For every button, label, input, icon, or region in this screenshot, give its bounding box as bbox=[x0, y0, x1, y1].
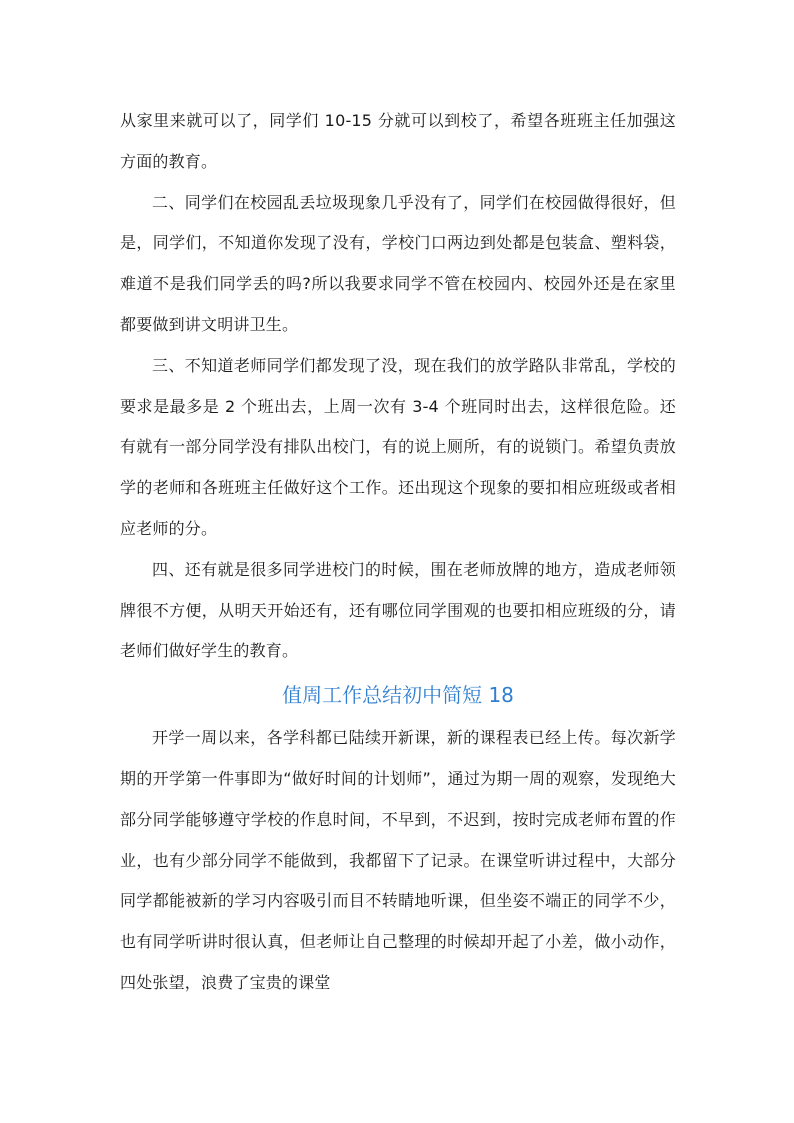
paragraph-section-intro: 开学一周以来，各学科都已陆续开新课，新的课程表已经上传。每次新学期的开学第一件事即为“做好时间的计划师”，通过为期一周的观察，发现绝大部分同学能够遵守学校的作息时间，不早到，不迟到，按时完成老师布置的作业，也有少部分同学不能做到，我都留下了记录。在课堂听讲过程中，大部分同学都能被新的学习内容吸引而目不转睛地听课，但坐姿不端正的同学不少，也有同学听讲时很认真，但老师让自己整理的时候却开起了小差，做小动作，四处张望，浪费了宝贵的课堂 bbox=[120, 728, 676, 992]
paragraph-continuation: 从家里来就可以了，同学们 10-15 分就可以到校了，希望各班班主任加强这方面的教育。 bbox=[120, 111, 676, 171]
paragraph-item-4: 四、还有就是很多同学进校门的时候，围在老师放牌的地方，造成老师领牌很不方便，从明天开始还有，还有哪位同学围观的也要扣相应班级的分，请老师们做好学生的教育。 bbox=[120, 559, 676, 661]
paragraph-item-2: 二、同学们在校园乱丢垃圾现象几乎没有了，同学们在校园做得很好，但是，同学们，不知道你发现了没有，学校门口两边到处都是包装盒、塑料袋，难道不是我们同学丢的吗?所以我要求同学不管在校园内、校园外还是在家里都要做到讲文明讲卫生。 bbox=[120, 192, 676, 334]
paragraph-item-3: 三、不知道老师同学们都发现了没，现在我们的放学路队非常乱，学校的要求是最多是 2 个班出去，上周一次有 3-4 个班同时出去，这样很危险。还有就有一部分同学没有排队出校门，有的说上厕所，有的说锁门。希望负责放学的老师和各班班主任做好这个工作。还出现这个现象的要扣相应班级或者相应老师的分。 bbox=[120, 355, 676, 538]
section-heading: 值周工作总结初中简短 18 bbox=[282, 683, 514, 708]
document-body bbox=[120, 101, 676, 1004]
